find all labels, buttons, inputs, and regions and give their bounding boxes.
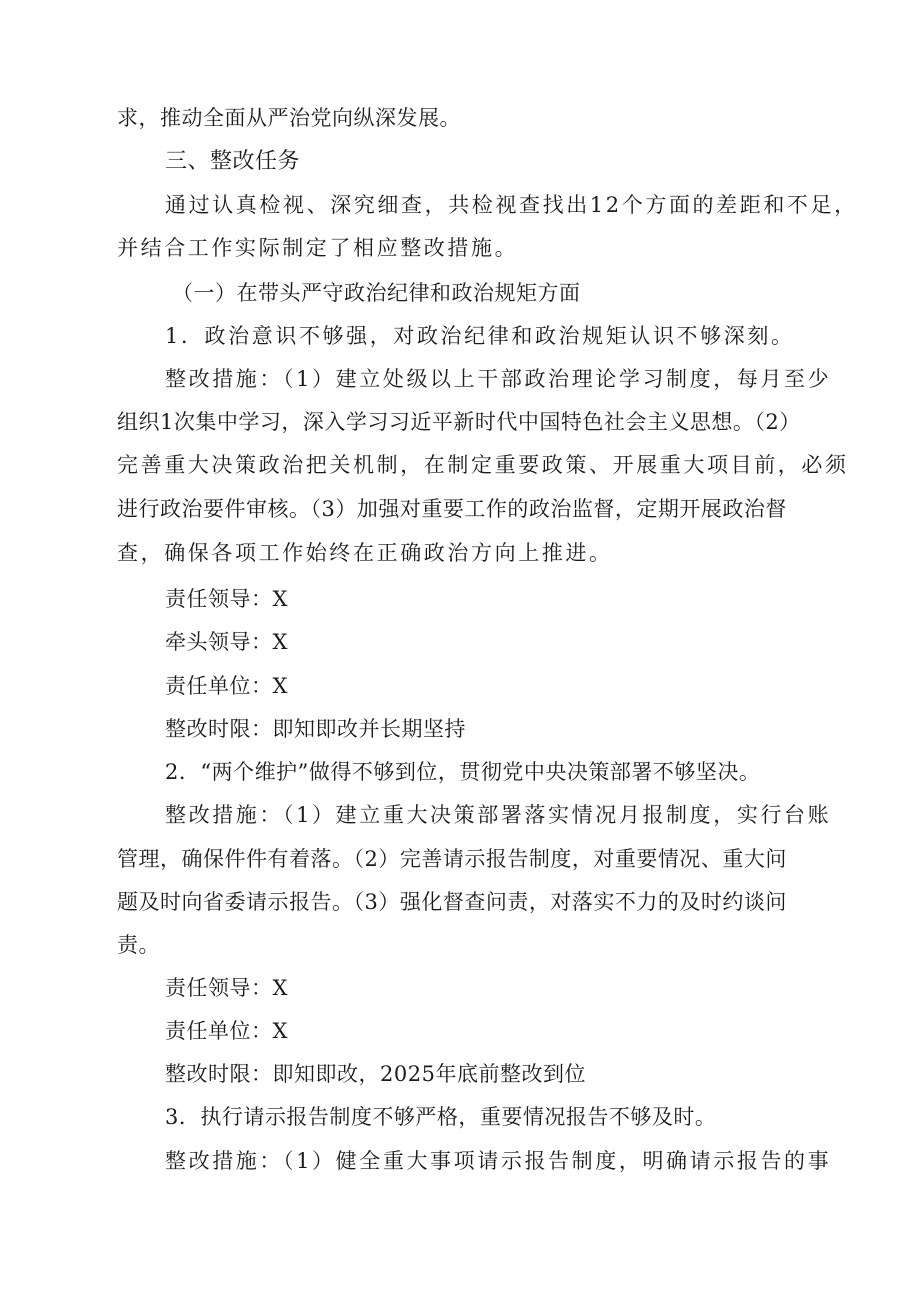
item-3-measure-line-1: 整改措施：（1）健全重大事项请示报告制度，明确请示报告的事 [165,1149,832,1173]
item-2-measure-line-2: 管理，确保件件有着落。（2）完善请示报告制度，对重要情况、重大问 [117,847,787,871]
item-2-measure-line-4: 责。 [117,933,160,957]
item-1-responsible-unit: 责任单位：X [165,674,288,698]
item-1-lead-leader: 牵头领导：X [165,630,288,654]
section-title: 三、整改任务 [165,149,301,174]
item-1-measure-line-5: 查，确保各项工作始终在正确政治方向上推进。 [117,541,613,565]
continuation-text: 求，推动全面从严治党向纵深发展。 [117,106,461,130]
item-1-responsible-leader: 责任领导：X [165,587,288,611]
item-1-title: 1．政治意识不够强，对政治纪律和政治规矩认识不够深刻。 [165,324,795,348]
item-1-deadline: 整改时限：即知即改并长期坚持 [165,717,466,741]
intro-line-2: 并结合工作实际制定了相应整改措施。 [117,236,519,260]
item-2-measure-line-3: 题及时向省委请示报告。（3）强化督查问责，对落实不力的及时约谈问 [117,890,787,914]
intro-line-1: 通过认真检视、深究细查，共检视查找出12个方面的差距和不足， [165,193,858,217]
item-2-deadline: 整改时限：即知即改，2025年底前整改到位 [165,1062,586,1086]
item-2-measure-line-1: 整改措施：（1）建立重大决策部署落实情况月报制度，实行台账 [165,803,832,827]
subsection-title: （一）在带头严守政治纪律和政治规矩方面 [172,281,581,305]
item-1-measure-line-1: 整改措施：（1）建立处级以上干部政治理论学习制度，每月至少 [165,367,832,391]
item-2-title: 2．“两个维护”做得不够到位，贯彻党中央决策部署不够坚决。 [165,760,761,784]
item-3-title: 3．执行请示报告制度不够严格，重要情况报告不够及时。 [165,1105,717,1129]
item-1-measure-line-4: 进行政治要件审核。（3）加强对重要工作的政治监督，定期开展政治督 [117,497,787,521]
item-2-responsible-unit: 责任单位：X [165,1019,288,1043]
item-2-responsible-leader: 责任领导：X [165,976,288,1000]
item-1-measure-line-2: 组织1次集中学习，深入学习习近平新时代中国特色社会主义思想。（2） [117,410,801,434]
item-1-measure-line-3: 完善重大决策政治把关机制，在制定重要政策、开展重大项目前，必须 [117,453,849,477]
